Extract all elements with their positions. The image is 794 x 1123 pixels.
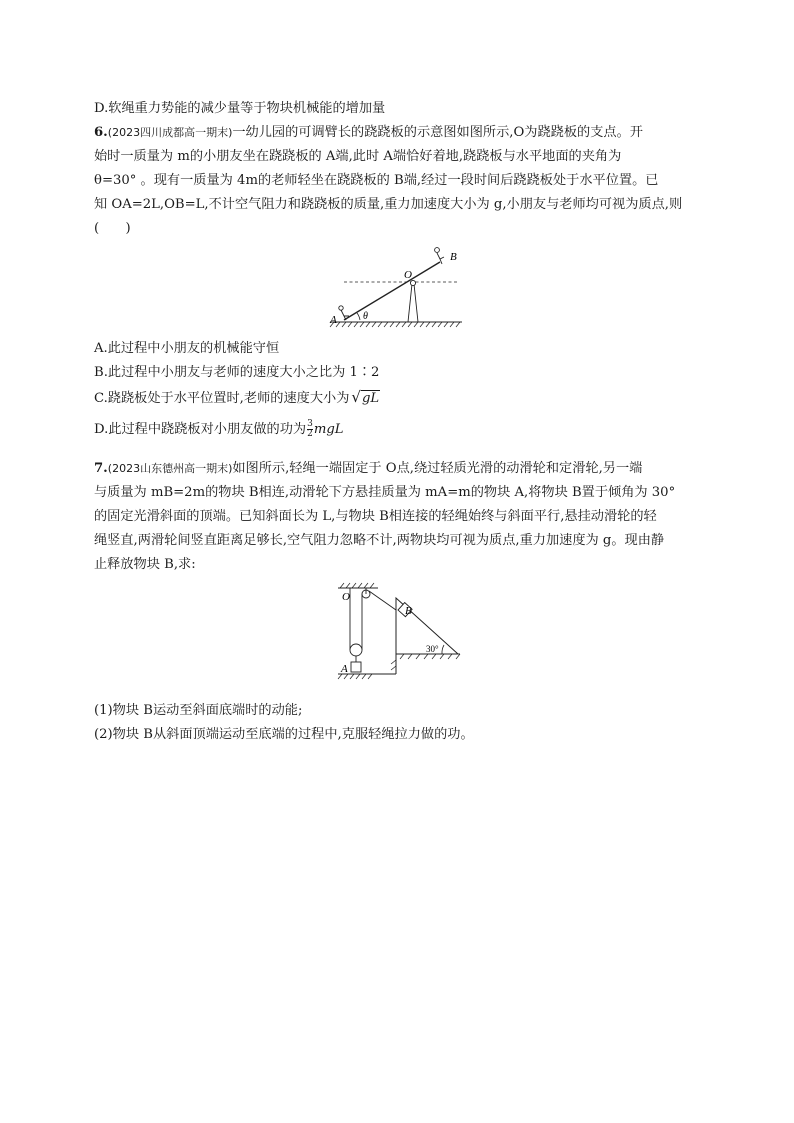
q6-option-d-text: D.此过程中跷跷板对小朋友做的功为 <box>94 422 307 437</box>
block-a <box>351 662 361 672</box>
q7-stem-line-2: 与质量为 mB=2m的物块 B相连,动滑轮下方悬挂质量为 mA=m的物块 A,将物块 B置于倾角为 30° <box>94 485 676 500</box>
movable-pulley <box>350 644 362 656</box>
q7-sub-1: (1)物块 B运动至斜面底端时的动能; <box>94 703 303 718</box>
q7-stem-line-4: 绳竖直,两滑轮间竖直距离足够长,空气阻力忽略不计,两物块均可视为质点,重力加速度为 g。现由静 <box>94 533 665 548</box>
q6-option-b: B.此过程中小朋友与老师的速度大小之比为 1∶2 <box>94 365 380 380</box>
q7-stem-line-5: 止释放物块 B,求: <box>94 557 196 572</box>
q7-number: 7. <box>94 461 108 476</box>
q7-stem-line-1 <box>94 460 642 478</box>
label-o: O <box>404 269 412 281</box>
ceiling-hatching <box>340 583 374 588</box>
fraction <box>307 420 313 439</box>
ground-hatching <box>330 322 460 327</box>
seesaw-figure <box>326 244 466 328</box>
theta-arc <box>357 313 360 320</box>
pulley-incline-figure <box>334 582 464 688</box>
label-b: B <box>450 251 457 263</box>
sqrt-radicand: gL <box>361 391 380 406</box>
q6-stem-line-3: θ=30° 。现有一质量为 4m的老师轻坐在跷跷板的 B端,经过一段时间后跷跷板处于水平位置。已 <box>94 173 659 188</box>
q6-number: 6. <box>94 125 108 140</box>
q6-option-c <box>94 388 380 408</box>
label-theta: θ <box>363 311 368 322</box>
sqrt-expression: √gL <box>351 388 380 406</box>
q6-stem-line-1 <box>94 124 643 142</box>
q6-stem-line-5: ( ) <box>94 221 131 236</box>
fraction-denominator: 2 <box>307 429 313 439</box>
q5-option-d: D.软绳重力势能的减少量等于物块机械能的增加量 <box>94 101 386 116</box>
label-o: O <box>342 591 350 603</box>
child-head <box>339 306 343 310</box>
label-b: B <box>405 605 412 617</box>
label-angle: 30° <box>426 644 439 654</box>
teacher-body <box>437 253 444 264</box>
q6-stem-line-2: 始时一质量为 m的小朋友坐在跷跷板的 A端,此时 A端恰好着地,跷跷板与水平地面的夹角为 <box>94 149 622 164</box>
q6-option-d-tail: mgL <box>313 422 344 437</box>
teacher-head <box>435 248 440 253</box>
q6-source: (2023四川成都高一期末) <box>107 126 233 139</box>
q6-option-a: A.此过程中小朋友的机械能守恒 <box>94 341 280 356</box>
fraction-numerator: 3 <box>307 419 313 429</box>
q7-source: (2023山东德州高一期末) <box>107 462 233 475</box>
pivot-stand <box>408 284 418 322</box>
q6-stem-line-4: 知 OA=2L,OB=L,不计空气阻力和跷跷板的质量,重力加速度大小为 g,小朋友与老师均可视为质点,则 <box>94 197 683 212</box>
label-a: A <box>341 663 348 675</box>
q6-option-c-text: C.跷跷板处于水平位置时,老师的速度大小为 <box>94 391 350 406</box>
seesaw-board <box>344 262 440 320</box>
q6-option-d <box>94 420 344 444</box>
platform-hatching <box>391 654 460 670</box>
label-a: A <box>330 314 337 326</box>
q6-stem-1: 一幼儿园的可调臂长的跷跷板的示意图如图所示,O为跷跷板的支点。开 <box>232 125 643 140</box>
q7-stem-1: 如图所示,轻绳一端固定于 O点,绕过轻质光滑的动滑轮和定滑轮,另一端 <box>232 461 643 476</box>
q7-sub-2: (2)物块 B从斜面顶端运动至底端的过程中,克服轻绳拉力做的功。 <box>94 727 474 742</box>
pivot-circle <box>410 280 415 285</box>
rope-to-block <box>369 591 396 610</box>
q7-stem-line-3: 的固定光滑斜面的顶端。已知斜面长为 L,与物块 B相连接的轻绳始终与斜面平行,悬挂动滑轮的轻 <box>94 509 657 524</box>
